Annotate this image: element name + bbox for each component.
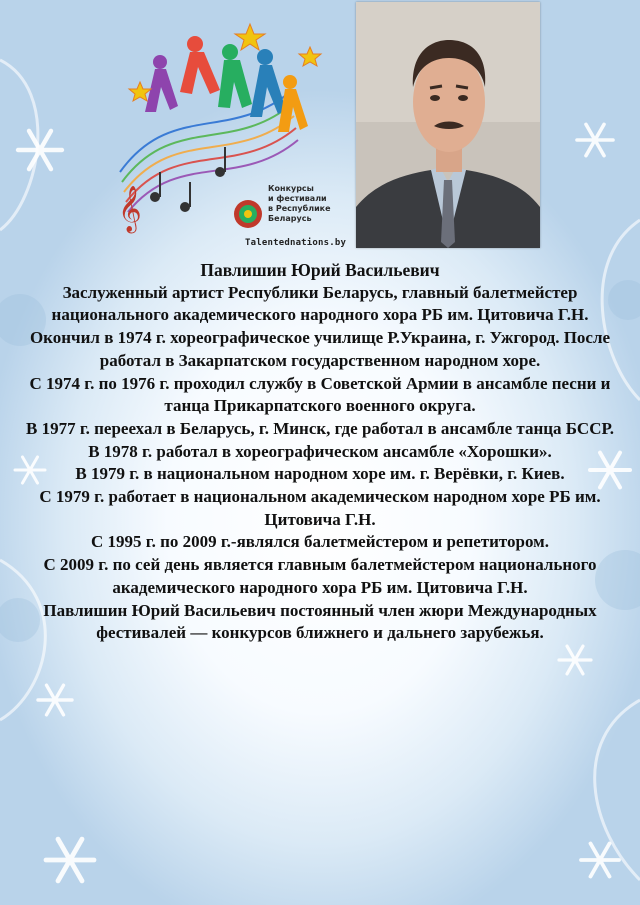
- bio-paragraph: В 1977 г. переехал в Беларусь, г. Минск, где работал в ансамбле танца БССР.: [26, 418, 614, 438]
- logo-url: Talentednations.by: [245, 238, 347, 248]
- portrait-photo: [356, 2, 540, 248]
- person-name: Павлишин Юрий Васильевич: [200, 260, 440, 280]
- logo-caption-line: и фестивали: [268, 194, 327, 203]
- emblem-icon: [234, 200, 262, 228]
- bio-paragraph: В 1979 г. в национальном народном хоре им. г. Верёвки, г. Киев.: [75, 464, 565, 484]
- bio-paragraph: С 1979 г. работает в национальном академическом народном хоре РБ им. Цитовича Г.Н.: [39, 487, 601, 529]
- logo-caption-line: Беларусь: [268, 214, 312, 223]
- bio-paragraph: Павлишин Юрий Васильевич постоянный член жюри Международных фестивалей — конкурсов ближнего и дальнего зарубежья.: [43, 600, 597, 643]
- logo-caption-line: Конкурсы: [268, 184, 314, 193]
- dancers-icon: [145, 36, 308, 132]
- biography: [8, 259, 632, 645]
- bio-paragraph: С 1974 г. по 1976 г. проходил службу в Советской Армии в ансамбле песни и танца Прикарпатского военного округа.: [29, 373, 611, 416]
- bio-paragraph: Заслуженный артист Республики Беларусь, главный балетмейстер национального академического народного хора РБ им. Цитовича Г.Н.: [51, 282, 589, 325]
- bio-paragraph: В 1978 г. работал в хореографическом ансамбле «Хорошки».: [88, 441, 552, 461]
- logo-caption: [268, 184, 331, 224]
- bio-paragraph: С 1995 г. по 2009 г.-являлся балетмейстером и репетитором.: [90, 532, 550, 552]
- logo-caption-line: в Республике: [268, 204, 331, 213]
- bio-paragraph: Окончил в 1974 г. хореографическое училище Р.Украина, г. Ужгород. После работал в Закарпатском государственном народном хоре.: [29, 328, 611, 370]
- bio-paragraph: С 2009 г. по сей день является главным балетмейстером национального академического народного хора РБ им. Цитовича Г.Н.: [43, 555, 597, 597]
- svg-text:𝄞: 𝄞: [118, 186, 142, 232]
- portrait-image: [356, 2, 540, 248]
